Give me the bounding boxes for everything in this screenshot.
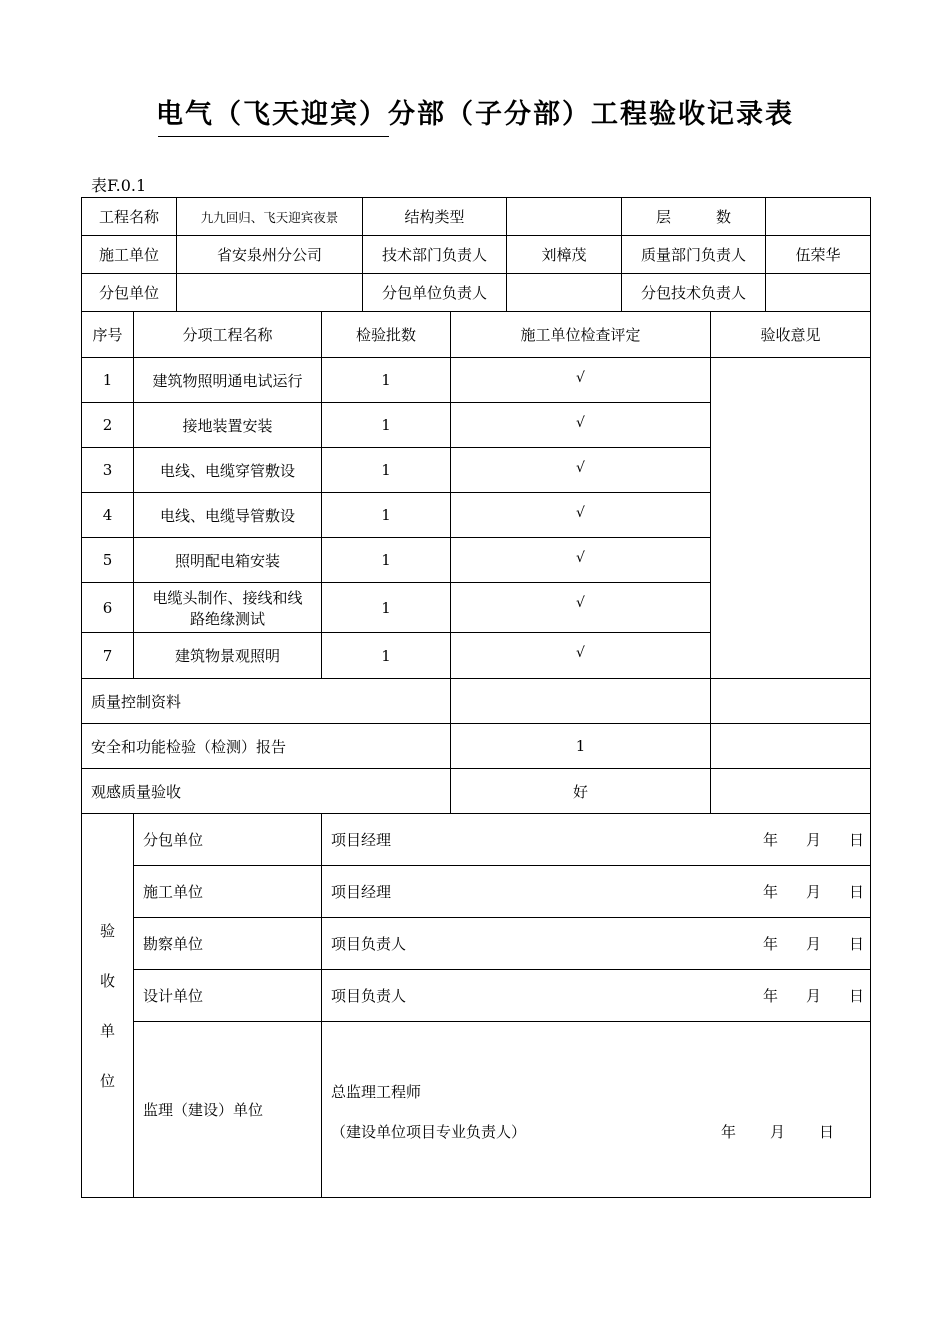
item-batches: 1 [322, 493, 451, 538]
subcontractor-value [177, 274, 363, 312]
appearance-quality-value: 好 [451, 769, 711, 814]
item-name: 电线、电缆导管敷设 [134, 493, 322, 538]
contractor-label: 施工单位 [82, 236, 177, 274]
table-row [82, 358, 871, 403]
project-name-label: 工程名称 [82, 198, 177, 236]
sub-tech-head-label: 分包技术负责人 [622, 274, 766, 312]
item-name: 照明配电箱安装 [134, 538, 322, 583]
sub-head-label: 分包单位负责人 [363, 274, 507, 312]
item-name: 建筑物照明通电试运行 [134, 358, 322, 403]
acceptance-unit-subcontractor: 分包单位 [134, 814, 322, 866]
item-name-line1: 电缆头制作、接线和线 [152, 588, 303, 607]
structure-type-value [507, 198, 622, 236]
chief-supervisor-role: 总监理工程师 [331, 1082, 422, 1101]
item-name [134, 583, 322, 633]
acceptance-row [82, 866, 871, 918]
item-check-mark: √ [451, 493, 711, 538]
items-opinion-cell [711, 358, 871, 679]
col-opinion-header: 验收意见 [711, 312, 871, 358]
acceptance-role: 项目负责人 [331, 935, 407, 953]
item-no: 3 [82, 448, 134, 493]
item-name: 电线、电缆穿管敷设 [134, 448, 322, 493]
signature-date: 年 月 日 [720, 1122, 834, 1141]
item-check-mark: √ [451, 448, 711, 493]
quality-control-docs-label: 质量控制资料 [82, 679, 451, 724]
signature-date: 年 月 日 [762, 883, 864, 901]
sub-head-value [507, 274, 622, 312]
item-check-mark: √ [451, 633, 711, 679]
acceptance-row [82, 814, 871, 866]
item-check-mark: √ [451, 583, 711, 633]
item-batches: 1 [322, 538, 451, 583]
title-underline [158, 136, 389, 137]
acceptance-role: 项目经理 [331, 883, 392, 901]
quality-control-docs-opinion [711, 679, 871, 724]
floors-value [766, 198, 871, 236]
items-table [81, 311, 871, 1198]
acceptance-unit-supervision: 监理（建设）单位 [134, 1022, 322, 1198]
acceptance-row [82, 1022, 871, 1198]
acceptance-signature-cell [322, 866, 871, 918]
acceptance-unit-survey: 勘察单位 [134, 918, 322, 970]
quality-head-label: 质量部门负责人 [622, 236, 766, 274]
item-batches: 1 [322, 403, 451, 448]
col-name-header: 分项工程名称 [134, 312, 322, 358]
item-no: 2 [82, 403, 134, 448]
safety-function-report-label: 安全和功能检验（检测）报告 [82, 724, 451, 769]
acceptance-role: 项目负责人 [331, 987, 407, 1005]
safety-function-report-opinion [711, 724, 871, 769]
acceptance-unit-design: 设计单位 [134, 970, 322, 1022]
quality-control-docs-value [451, 679, 711, 724]
acceptance-signature-cell [322, 814, 871, 866]
acceptance-units-vertical-label: 验 收 单 位 [82, 814, 134, 1198]
item-no: 1 [82, 358, 134, 403]
item-name: 接地装置安装 [134, 403, 322, 448]
col-batches-header: 检验批数 [322, 312, 451, 358]
summary-row [82, 679, 871, 724]
item-no: 4 [82, 493, 134, 538]
item-check-mark: √ [451, 403, 711, 448]
owner-project-head: （建设单位项目专业负责人） 年 月 日 [331, 1117, 864, 1147]
acceptance-signature-cell [322, 918, 871, 970]
contractor-value: 省安泉州分公司 [177, 236, 363, 274]
item-batches: 1 [322, 633, 451, 679]
item-check-mark: √ [451, 538, 711, 583]
project-name-value: 九九回归、飞天迎宾夜景 [177, 198, 363, 236]
tech-head-label: 技术部门负责人 [363, 236, 507, 274]
header-table [81, 197, 871, 312]
item-check-mark: √ [451, 358, 711, 403]
supervision-signature-cell [322, 1022, 871, 1198]
col-evaluation-header: 施工单位检查评定 [451, 312, 711, 358]
acceptance-row [82, 918, 871, 970]
signature-date: 年 月 日 [762, 935, 864, 953]
col-no-header: 序号 [82, 312, 134, 358]
item-batches: 1 [322, 358, 451, 403]
acceptance-unit-contractor: 施工单位 [134, 866, 322, 918]
summary-row [82, 769, 871, 814]
form-code: 表F.0.1 [91, 176, 147, 195]
appearance-quality-opinion [711, 769, 871, 814]
safety-function-report-value: 1 [451, 724, 711, 769]
item-batches: 1 [322, 448, 451, 493]
page-title: 电气（飞天迎宾）分部（子分部）工程验收记录表 [156, 99, 794, 130]
acceptance-row [82, 970, 871, 1022]
item-batches: 1 [322, 583, 451, 633]
subcontractor-label: 分包单位 [82, 274, 177, 312]
quality-head-value: 伍荣华 [766, 236, 871, 274]
tech-head-value: 刘樟茂 [507, 236, 622, 274]
sub-tech-head-value [766, 274, 871, 312]
signature-date: 年 月 日 [762, 831, 864, 849]
item-no: 5 [82, 538, 134, 583]
appearance-quality-label: 观感质量验收 [82, 769, 451, 814]
item-no: 6 [82, 583, 134, 633]
signature-date: 年 月 日 [762, 987, 864, 1005]
item-name: 建筑物景观照明 [134, 633, 322, 679]
item-name-line2: 路绝缘测试 [189, 609, 265, 628]
floors-label: 层 数 [622, 198, 766, 236]
acceptance-signature-cell [322, 970, 871, 1022]
structure-type-label: 结构类型 [363, 198, 507, 236]
summary-row [82, 724, 871, 769]
item-no: 7 [82, 633, 134, 679]
acceptance-role: 项目经理 [331, 831, 392, 849]
